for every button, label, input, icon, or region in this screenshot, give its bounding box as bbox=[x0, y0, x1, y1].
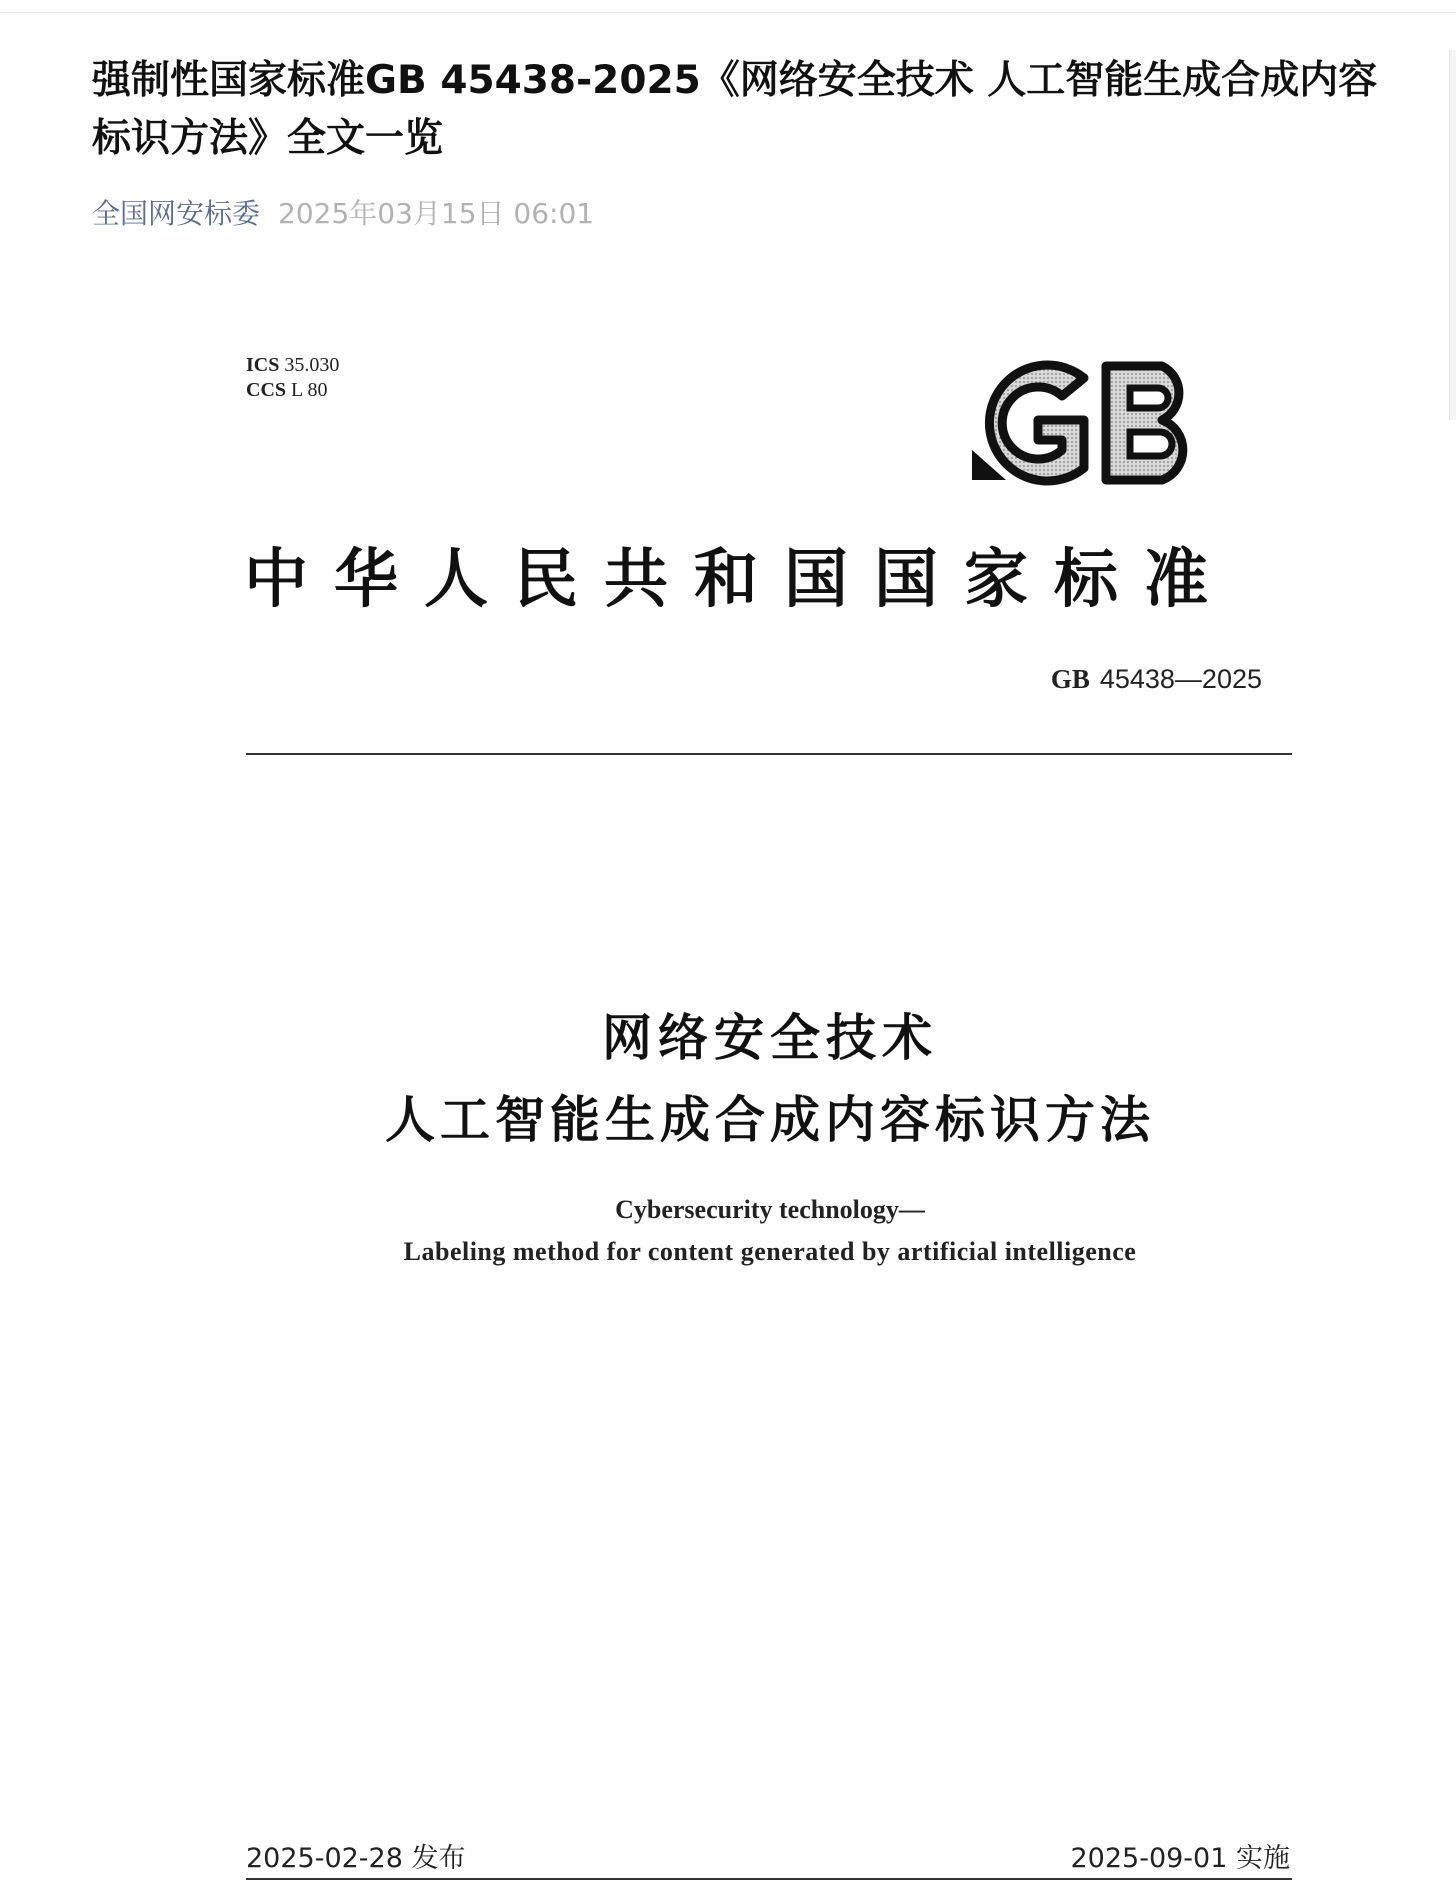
top-rule bbox=[246, 753, 1292, 755]
ics-label: ICS bbox=[246, 354, 280, 376]
standard-prefix: GB bbox=[1050, 664, 1090, 694]
article-title: 强制性国家标准GB 45438-2025《网络安全技术 人工智能生成合成内容标识方法》全文一览 bbox=[92, 58, 1378, 161]
gb-logo bbox=[966, 360, 1216, 490]
publish-time: 2025年03月15日 06:01 bbox=[278, 197, 595, 230]
bottom-rule bbox=[246, 1878, 1292, 1880]
classification-codes bbox=[246, 353, 339, 403]
title-en-line1: Cybersecurity technology— bbox=[615, 1195, 925, 1224]
top-divider bbox=[0, 12, 1456, 13]
national-standard-heading: 中华人民共和国国家标准 bbox=[244, 542, 1234, 617]
title-cn-line2: 人工智能生成合成内容标识方法 bbox=[385, 1091, 1155, 1149]
title-en-line2: Labeling method for content generated by artificial intelligence bbox=[403, 1237, 1137, 1266]
scrollbar[interactable] bbox=[1449, 50, 1456, 420]
article-meta bbox=[92, 196, 594, 232]
standard-number bbox=[1051, 664, 1262, 695]
title-cn-line1: 网络安全技术 bbox=[602, 1009, 938, 1067]
standard-code: 45438—2025 bbox=[1099, 664, 1262, 694]
ics-value: 35.030 bbox=[284, 354, 340, 376]
issue-date: 2025-02-28 发布 bbox=[246, 1843, 466, 1874]
ccs-label: CCS bbox=[246, 379, 287, 401]
ccs-value: L 80 bbox=[291, 379, 328, 401]
effective-date: 2025-09-01 实施 bbox=[1070, 1843, 1290, 1874]
author-link[interactable]: 全国网安标委 bbox=[92, 197, 261, 230]
